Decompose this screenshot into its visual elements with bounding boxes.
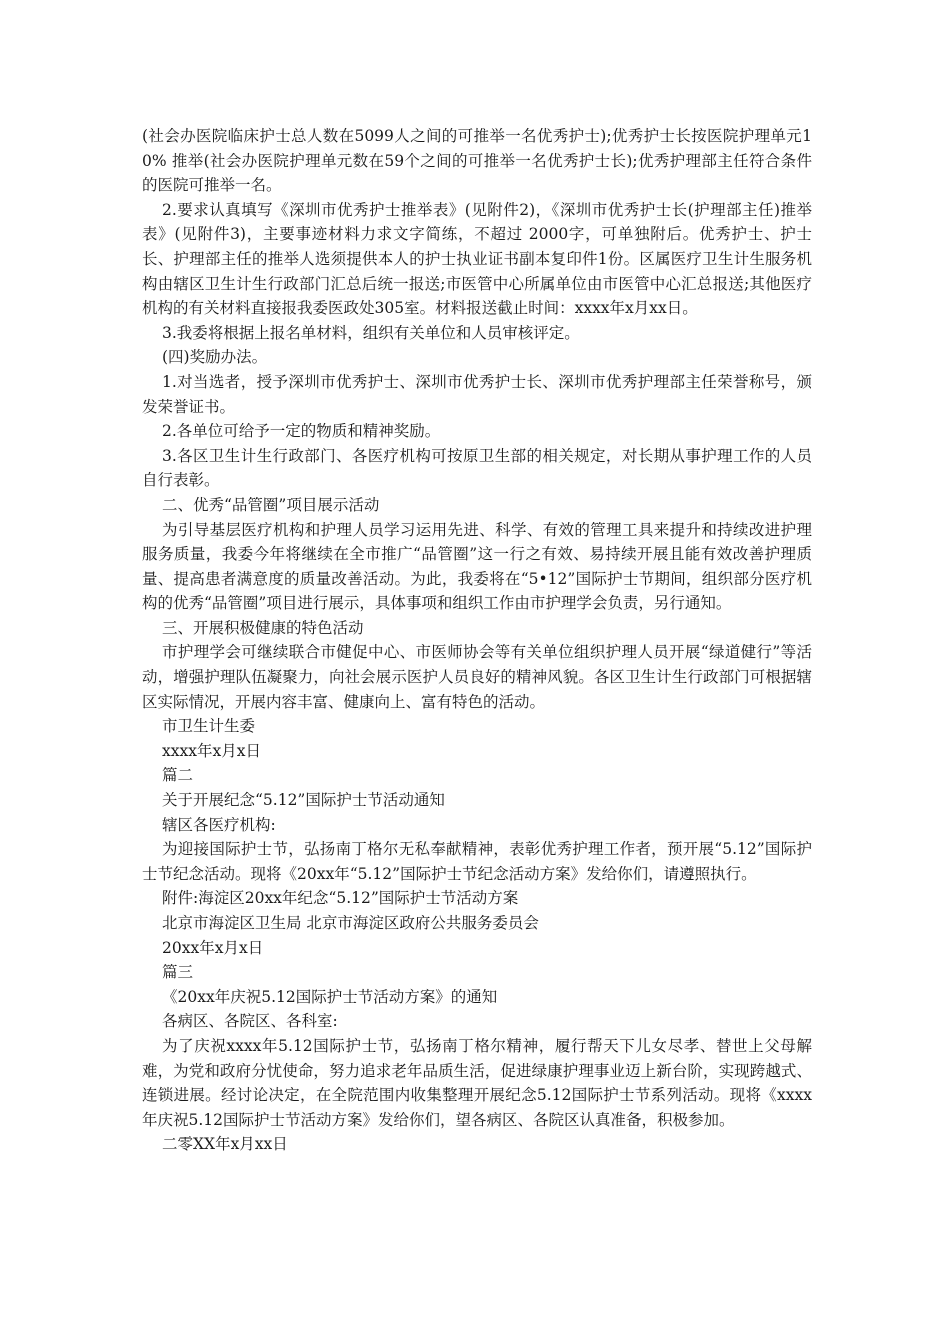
paragraph: 辖区各医疗机构: — [162, 815, 276, 834]
paragraph: 二零XX年x月xx日 — [162, 1135, 288, 1154]
paragraph: (四)奖励办法。 — [162, 348, 268, 367]
paragraph: 3.我委将根据上报名单材料，组织有关单位和人员审核评定。 — [162, 323, 580, 342]
paragraph: 附件:海淀区20xx年纪念“5.12”国际护士节活动方案 — [162, 889, 519, 908]
paragraph: 为了庆祝xxxx年5.12国际护士节，弘扬南丁格尔精神，履行帮天下儿女尽孝、替世上父母解难，为党和政府分忧使命，努力追求老年品质生活，促进绿康护理事业迈上新台阶，实现跨越式、连锁进展。经讨论决定，在全院范围内收集整理开展纪念5.12国际护士节系列活动。现将《xxxx年庆祝5.12国际护士节活动方案》发给你们，望各病区、各院区认真准备，积极参加。 — [142, 1036, 812, 1129]
paragraph: 3.各区卫生计生行政部门、各医疗机构可按原卫生部的相关规定，对长期从事护理工作的人员自行表彰。 — [142, 446, 812, 490]
paragraph: 2.各单位可给予一定的物质和精神奖励。 — [162, 422, 441, 441]
paragraph: 为引导基层医疗机构和护理人员学习运用先进、科学、有效的管理工具来提升和持续改进护理服务质量，我委今年将继续在全市推广“品管圈”这一行之有效、易持续开展且能有效改善护理质量、提高患者满意度的质量改善活动。为此，我委将在“5•12”国际护士节期间，组织部分医疗机构的优秀“品管圈”项目进行展示，具体事项和组织工作由市护理学会负责，另行通知。 — [142, 520, 812, 613]
paragraph: 三、开展积极健康的特色活动 — [162, 618, 364, 637]
paragraph: 篇三 — [162, 963, 194, 982]
document-body — [142, 124, 812, 1157]
paragraph: 关于开展纪念“5.12”国际护士节活动通知 — [162, 791, 445, 810]
paragraph: (社会办医院临床护士总人数在5099人之间的可推举一名优秀护士);优秀护士长按医院护理单元10% 推举(社会办医院护理单元数在59个之间的可推举一名优秀护士长);优秀护理部主任符合条件的医院可推举一名。 — [142, 127, 812, 195]
paragraph: 市卫生计生委 — [162, 717, 256, 736]
paragraph: 二、优秀“品管圈”项目展示活动 — [162, 495, 380, 514]
paragraph: 2.要求认真填写《深圳市优秀护士推举表》(见附件2)，《深圳市优秀护士长(护理部主任)推举表》(见附件3)，主要事迹材料力求文字简练，不超过 2000字，可单独附后。优秀护士、护士长、护理部主任的推举人选须提供本人的护士执业证书副本复印件1份。区属医疗卫生计生服务机构由辖区卫生计生行政部门汇总后统一报送;市医管中心所属单位由市医管中心汇总报送;其他医疗机构的有关材料直接报我委医政处305室。材料报送截止时间：xxxx年x月xx日。 — [142, 200, 812, 318]
paragraph: 《20xx年庆祝5.12国际护士节活动方案》的通知 — [162, 987, 498, 1006]
paragraph: 1.对当选者，授予深圳市优秀护士、深圳市优秀护士长、深圳市优秀护理部主任荣誉称号，颁发荣誉证书。 — [142, 372, 812, 416]
paragraph: 20xx年x月x日 — [162, 938, 264, 957]
paragraph: 市护理学会可继续联合市健促中心、市医师协会等有关单位组织护理人员开展“绿道健行”等活动，增强护理队伍凝聚力，向社会展示医护人员良好的精神风貌。各区卫生计生行政部门可根据辖区实际情况，开展内容丰富、健康向上、富有特色的活动。 — [142, 643, 812, 711]
paragraph: 北京市海淀区卫生局 北京市海淀区政府公共服务委员会 — [162, 914, 539, 932]
paragraph: 为迎接国际护士节，弘扬南丁格尔无私奉献精神，表彰优秀护理工作者，预开展“5.12”国际护士节纪念活动。现将《20xx年“5.12”国际护士节纪念活动方案》发给你们，请遵照执行。 — [142, 840, 812, 883]
paragraph: 各病区、各院区、各科室: — [162, 1012, 338, 1031]
paragraph: xxxx年x月x日 — [162, 741, 261, 760]
paragraph: 篇二 — [162, 766, 194, 785]
